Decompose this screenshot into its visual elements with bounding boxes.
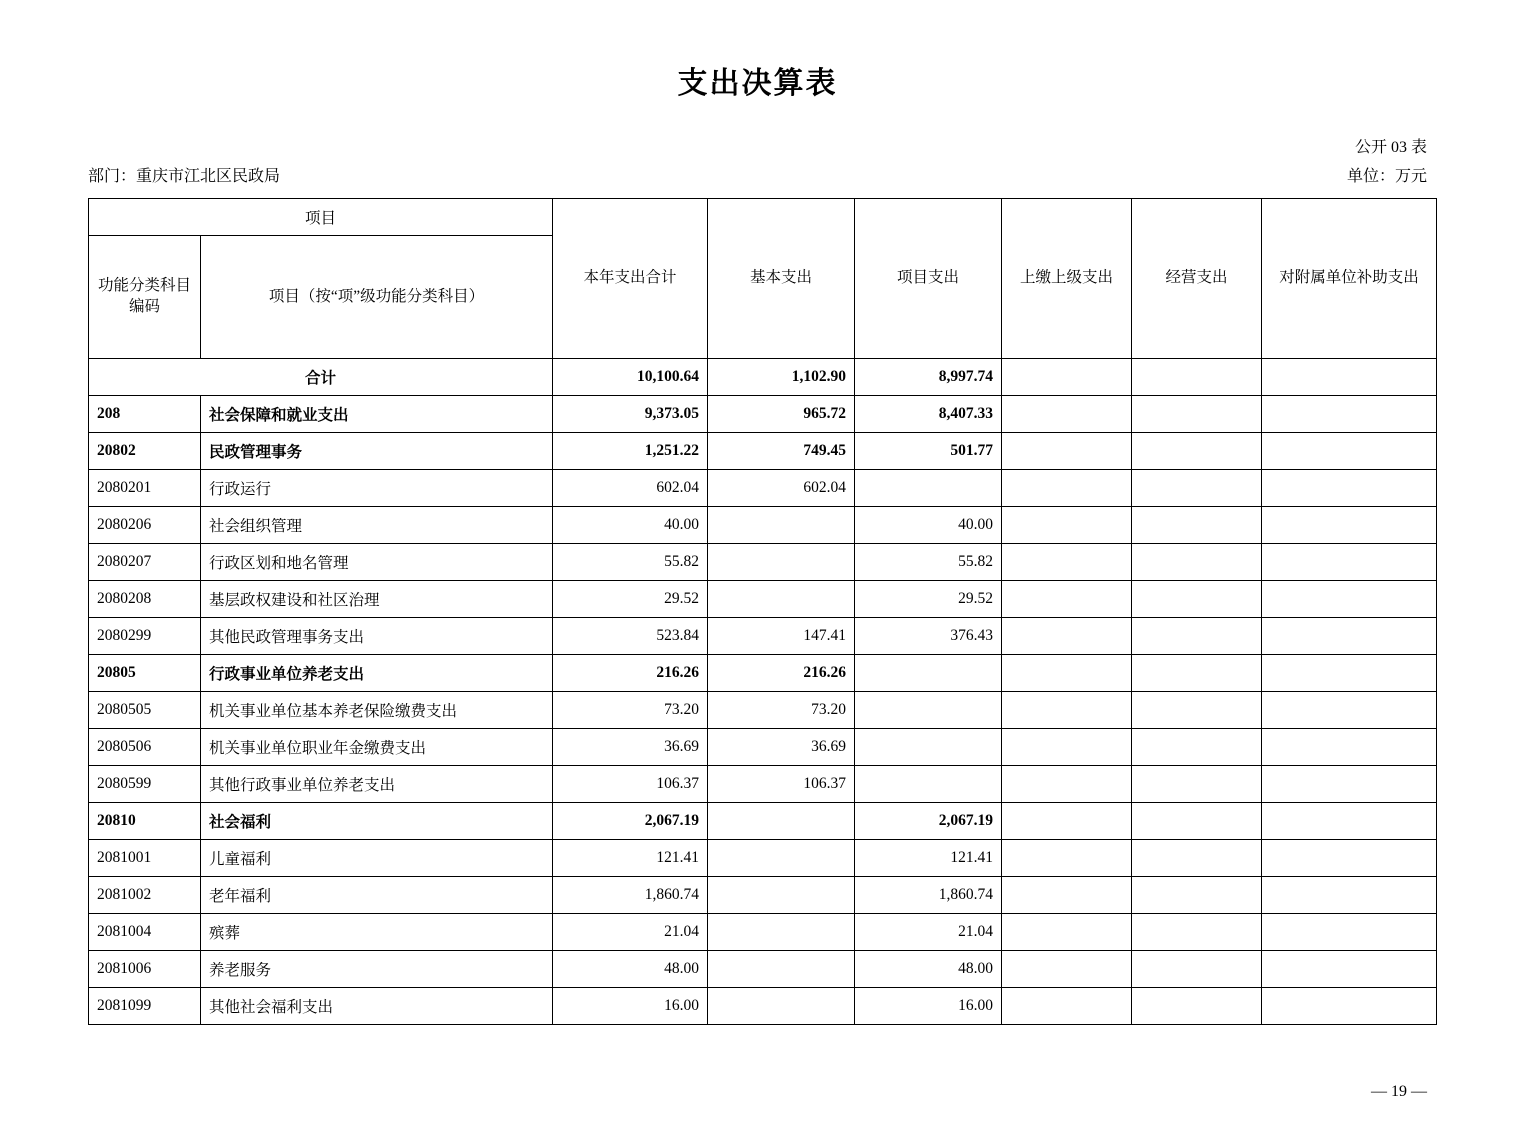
- table-row: [89, 692, 1437, 729]
- table-row: [89, 470, 1437, 507]
- row-subsidy: [1262, 655, 1437, 692]
- row-upper: [1002, 692, 1132, 729]
- row-basic: [708, 914, 855, 951]
- row-operating: [1132, 988, 1262, 1025]
- row-basic: [708, 877, 855, 914]
- row-project: 501.77: [855, 433, 1002, 470]
- row-subsidy: [1262, 951, 1437, 988]
- header-basic: 基本支出: [708, 199, 855, 359]
- row-code: 20802: [89, 433, 201, 470]
- row-basic: 602.04: [708, 470, 855, 507]
- row-subsidy: [1262, 581, 1437, 618]
- row-project: 1,860.74: [855, 877, 1002, 914]
- row-code: 2081002: [89, 877, 201, 914]
- row-upper: [1002, 840, 1132, 877]
- row-name: 社会福利: [201, 803, 553, 840]
- table-row: [89, 581, 1437, 618]
- row-operating: [1132, 729, 1262, 766]
- row-upper: [1002, 655, 1132, 692]
- row-code: 2081099: [89, 988, 201, 1025]
- row-basic: [708, 803, 855, 840]
- row-operating: [1132, 692, 1262, 729]
- row-name: 社会保障和就业支出: [201, 396, 553, 433]
- row-name: 老年福利: [201, 877, 553, 914]
- row-basic: [708, 544, 855, 581]
- table-row: [89, 803, 1437, 840]
- form-number-row: [88, 134, 1427, 157]
- row-code: 2080207: [89, 544, 201, 581]
- row-project: 21.04: [855, 914, 1002, 951]
- row-total: 48.00: [553, 951, 708, 988]
- table-row: [89, 877, 1437, 914]
- header-upper: 上缴上级支出: [1002, 199, 1132, 359]
- row-subsidy: [1262, 396, 1437, 433]
- row-basic: [708, 951, 855, 988]
- row-total: 73.20: [553, 692, 708, 729]
- page-number: — 19 —: [1371, 1083, 1427, 1100]
- meta-row: [88, 163, 1427, 186]
- row-total: 121.41: [553, 840, 708, 877]
- row-upper: [1002, 507, 1132, 544]
- row-project: 2,067.19: [855, 803, 1002, 840]
- row-operating: [1132, 766, 1262, 803]
- row-subsidy: [1262, 766, 1437, 803]
- table-row: [89, 507, 1437, 544]
- row-subsidy: [1262, 877, 1437, 914]
- row-total: 21.04: [553, 914, 708, 951]
- total-row-basic: 1,102.90: [708, 359, 855, 396]
- row-operating: [1132, 433, 1262, 470]
- row-basic: [708, 507, 855, 544]
- row-code: 2080206: [89, 507, 201, 544]
- row-subsidy: [1262, 507, 1437, 544]
- table-row: [89, 840, 1437, 877]
- unit-label: 单位：万元: [1346, 168, 1427, 185]
- row-code: 20805: [89, 655, 201, 692]
- header-project: 项目支出: [855, 199, 1002, 359]
- row-basic: 147.41: [708, 618, 855, 655]
- row-operating: [1132, 914, 1262, 951]
- row-subsidy: [1262, 840, 1437, 877]
- row-basic: 749.45: [708, 433, 855, 470]
- row-code: 2081001: [89, 840, 201, 877]
- header-group-item: 项目: [89, 199, 553, 236]
- row-code: 2080299: [89, 618, 201, 655]
- row-name: 机关事业单位基本养老保险缴费支出: [201, 692, 553, 729]
- row-upper: [1002, 544, 1132, 581]
- row-operating: [1132, 396, 1262, 433]
- row-operating: [1132, 544, 1262, 581]
- row-operating: [1132, 803, 1262, 840]
- row-subsidy: [1262, 729, 1437, 766]
- row-operating: [1132, 618, 1262, 655]
- row-subsidy: [1262, 433, 1437, 470]
- row-total: 106.37: [553, 766, 708, 803]
- form-number: 公开 03 表: [1354, 139, 1427, 156]
- row-upper: [1002, 729, 1132, 766]
- total-row-upper: [1002, 359, 1132, 396]
- row-name: 儿童福利: [201, 840, 553, 877]
- row-basic: 965.72: [708, 396, 855, 433]
- row-basic: 73.20: [708, 692, 855, 729]
- row-operating: [1132, 877, 1262, 914]
- row-upper: [1002, 433, 1132, 470]
- row-upper: [1002, 877, 1132, 914]
- row-basic: [708, 988, 855, 1025]
- row-upper: [1002, 766, 1132, 803]
- row-total: 602.04: [553, 470, 708, 507]
- row-project: 55.82: [855, 544, 1002, 581]
- row-name: 行政事业单位养老支出: [201, 655, 553, 692]
- document-page: [0, 58, 1515, 1127]
- row-total: 36.69: [553, 729, 708, 766]
- row-operating: [1132, 840, 1262, 877]
- header-operating: 经营支出: [1132, 199, 1262, 359]
- row-code: 2080201: [89, 470, 201, 507]
- row-name: 社会组织管理: [201, 507, 553, 544]
- row-project: 121.41: [855, 840, 1002, 877]
- row-name: 养老服务: [201, 951, 553, 988]
- table-row: [89, 396, 1437, 433]
- row-name: 机关事业单位职业年金缴费支出: [201, 729, 553, 766]
- row-subsidy: [1262, 914, 1437, 951]
- table-row: [89, 433, 1437, 470]
- header-subsidy: 对附属单位补助支出: [1262, 199, 1437, 359]
- row-project: [855, 766, 1002, 803]
- row-upper: [1002, 581, 1132, 618]
- row-basic: 216.26: [708, 655, 855, 692]
- row-project: [855, 692, 1002, 729]
- row-upper: [1002, 470, 1132, 507]
- row-subsidy: [1262, 803, 1437, 840]
- row-subsidy: [1262, 544, 1437, 581]
- header-total: 本年支出合计: [553, 199, 708, 359]
- row-name: 其他行政事业单位养老支出: [201, 766, 553, 803]
- total-row-total: 10,100.64: [553, 359, 708, 396]
- header-name: 项目（按“项”级功能分类科目）: [201, 236, 553, 359]
- row-project: 16.00: [855, 988, 1002, 1025]
- table-row: [89, 951, 1437, 988]
- row-upper: [1002, 396, 1132, 433]
- table-row: [89, 618, 1437, 655]
- row-subsidy: [1262, 470, 1437, 507]
- table-row: [89, 655, 1437, 692]
- row-total: 1,860.74: [553, 877, 708, 914]
- row-code: 208: [89, 396, 201, 433]
- row-total: 9,373.05: [553, 396, 708, 433]
- row-project: 48.00: [855, 951, 1002, 988]
- row-code: 2080599: [89, 766, 201, 803]
- page-title: 支出决算表: [677, 67, 838, 100]
- total-row-subsidy: [1262, 359, 1437, 396]
- row-total: 40.00: [553, 507, 708, 544]
- row-basic: [708, 840, 855, 877]
- total-row-label: 合计: [89, 359, 553, 396]
- row-operating: [1132, 655, 1262, 692]
- row-upper: [1002, 914, 1132, 951]
- row-name: 行政运行: [201, 470, 553, 507]
- row-name: 民政管理事务: [201, 433, 553, 470]
- row-total: 1,251.22: [553, 433, 708, 470]
- expenditure-table: [88, 198, 1437, 1025]
- row-total: 16.00: [553, 988, 708, 1025]
- table-row: [89, 914, 1437, 951]
- row-name: 行政区划和地名管理: [201, 544, 553, 581]
- row-project: 40.00: [855, 507, 1002, 544]
- row-code: 20810: [89, 803, 201, 840]
- row-name: 基层政权建设和社区治理: [201, 581, 553, 618]
- row-basic: [708, 581, 855, 618]
- table-row: [89, 729, 1437, 766]
- row-name: 其他民政管理事务支出: [201, 618, 553, 655]
- department-label: 部门：重庆市江北区民政局: [88, 168, 281, 185]
- row-operating: [1132, 581, 1262, 618]
- row-subsidy: [1262, 692, 1437, 729]
- table-total-row: [89, 359, 1437, 396]
- row-code: 2081004: [89, 914, 201, 951]
- table-row: [89, 544, 1437, 581]
- row-total: 523.84: [553, 618, 708, 655]
- row-basic: 36.69: [708, 729, 855, 766]
- total-row-operating: [1132, 359, 1262, 396]
- row-basic: 106.37: [708, 766, 855, 803]
- row-operating: [1132, 507, 1262, 544]
- row-code: 2081006: [89, 951, 201, 988]
- row-operating: [1132, 951, 1262, 988]
- row-total: 216.26: [553, 655, 708, 692]
- row-code: 2080505: [89, 692, 201, 729]
- table-row: [89, 988, 1437, 1025]
- row-name: 殡葬: [201, 914, 553, 951]
- row-project: [855, 729, 1002, 766]
- row-name: 其他社会福利支出: [201, 988, 553, 1025]
- table-header-row-top: [89, 199, 1437, 236]
- row-project: [855, 655, 1002, 692]
- row-code: 2080506: [89, 729, 201, 766]
- row-project: 376.43: [855, 618, 1002, 655]
- row-subsidy: [1262, 988, 1437, 1025]
- row-project: 29.52: [855, 581, 1002, 618]
- row-project: [855, 470, 1002, 507]
- header-code: 功能分类科目编码: [89, 236, 201, 359]
- row-project: 8,407.33: [855, 396, 1002, 433]
- table-row: [89, 766, 1437, 803]
- row-upper: [1002, 988, 1132, 1025]
- row-upper: [1002, 951, 1132, 988]
- total-row-project: 8,997.74: [855, 359, 1002, 396]
- row-subsidy: [1262, 618, 1437, 655]
- row-total: 2,067.19: [553, 803, 708, 840]
- row-upper: [1002, 618, 1132, 655]
- row-total: 55.82: [553, 544, 708, 581]
- row-total: 29.52: [553, 581, 708, 618]
- row-operating: [1132, 470, 1262, 507]
- row-code: 2080208: [89, 581, 201, 618]
- row-upper: [1002, 803, 1132, 840]
